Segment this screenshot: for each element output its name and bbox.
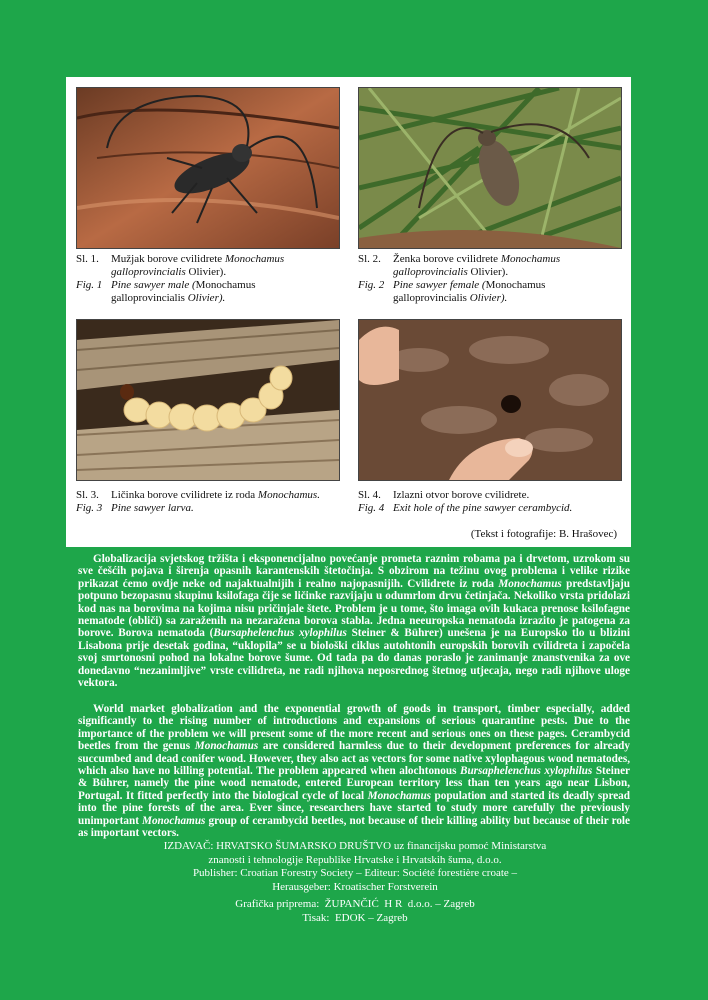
exit-hole-image	[359, 320, 621, 480]
caption-2-en-genus: Monochamus	[485, 279, 546, 291]
hr-species-1: Bursaphelenchus xylophilus	[213, 627, 347, 640]
photo-larva	[76, 319, 340, 481]
caption-3-hr-genus: Monochamus.	[257, 489, 320, 501]
photo-female-beetle	[358, 87, 622, 249]
caption-2-hr-author: Olivier).	[467, 266, 509, 278]
photo-credit: (Tekst i fotografije: B. Hrašovec)	[470, 528, 617, 540]
caption-1	[76, 253, 346, 305]
caption-1-en-author: Olivier).	[184, 292, 226, 304]
en-text-1: World market globalization and the exponential growth of goods in transport, timber especially, added significantly to the rising number of introductions and expansions of serious quarantine pests. Due to the importance of the problem we will present some of the more recent and serious ones on these pages. Cerambycid beetles from the genus	[78, 703, 630, 753]
en-genus-2: Monochamus	[367, 789, 432, 802]
caption-1-number: Sl. 1.	[76, 253, 99, 265]
photo-exit-hole	[358, 319, 622, 481]
larva-image	[77, 320, 339, 480]
caption-1-en-species: galloprovincialis	[111, 292, 185, 304]
paragraph-croatian	[78, 553, 630, 689]
en-text-4: population and started its deadly spread into the pine forests of the area. Ever since, researchers have started to study more carefully the previously unimportant	[78, 789, 630, 827]
hr-text-1: Globalizacija svjetskog tržišta i eksponencijalno povećanje prometa raznim robama pa i drvetom, uzrokom su sve češćih pojava i širenja opasnih karantenskih štetočinja. S obzirom na težinu ovog problema i velike rizike prikazat ćemo ovdje neke od najaktualnijih i realno najopasnijih. Cvilidrete iz roda	[78, 553, 630, 590]
caption-1-en: Pine sawyer male (	[111, 279, 196, 291]
caption-1-hr-species: galloprovincialis	[111, 266, 186, 278]
caption-1-hr-genus: Monochamus	[224, 253, 285, 265]
izdavac-line-1: IZDAVAČ: HRVATSKO ŠUMARSKO DRUŠTVO uz financijsku pomoć Ministarstva	[163, 840, 547, 852]
hr-genus-1: Monochamus	[498, 577, 562, 590]
en-text-2: are considered harmless due to their development preferences for already succumbed and dead conifer wood. However, they also act as vectors for some native xylophagous wood nematodes, which also have no killing potential. The problem appeared when alochtonous	[78, 740, 630, 778]
caption-2-en-species: galloprovincialis	[393, 292, 467, 304]
caption-4-fig: Fig. 4	[358, 502, 385, 514]
caption-3	[76, 489, 356, 515]
caption-2-en: Pine sawyer female (	[393, 279, 486, 291]
caption-2	[358, 253, 628, 305]
caption-2-fig: Fig. 2	[358, 279, 385, 291]
en-species-1: Bursaphelenchus xylophilus	[460, 765, 593, 778]
caption-4	[358, 489, 628, 515]
caption-2-hr: Ženka borove cvilidrete	[393, 253, 501, 265]
caption-4-en: Exit hole of the pine sawyer cerambycid.	[393, 502, 573, 514]
caption-4-hr: Izlazni otvor borove cvilidrete.	[393, 489, 530, 501]
en-text-3: Steiner & Bührer, namely the pine wood nematode, entered European territory less than ten years ago near Lisbon, Portugal. It fitted perfectly into the biological cycle of local	[78, 765, 630, 802]
caption-1-en-genus: Monochamus	[195, 279, 256, 291]
hr-text-3: Steiner & Bührer) unešena je na Europsko tlo u blizini Lisabona prije desetak godina, “uklopila” se u biološki ciklus autohtonih europskih borovih cvilidreta i započela svoj smrtonosni pohod na lokalne borove šume. Od tada pa do danas poraslo je zanimanje znanstvenika za ove donedavno “nezanimljive” vrste cvilidreta, ne radi njihova neposrednog štetnog utjecaja, nego radi njihove uloge vektora.	[78, 627, 630, 690]
publisher-footer	[120, 840, 590, 926]
caption-2-number: Sl. 2.	[358, 253, 381, 265]
caption-1-fig: Fig. 1	[76, 279, 103, 291]
graphic-prep-line: Grafička priprema: ŽUPANČIĆ H R d.o.o. – Zagreb	[235, 898, 475, 911]
caption-1-hr-author: Olivier).	[185, 266, 227, 278]
caption-3-hr: Ličinka borove cvilidrete iz roda	[111, 489, 258, 501]
photo-male-beetle	[76, 87, 340, 249]
en-genus-3: Monochamus	[142, 814, 206, 827]
en-genus-1: Monochamus	[194, 740, 259, 753]
publisher-line-2: Herausgeber: Kroatischer Forstverein	[272, 880, 438, 893]
hr-text-2: predstavljaju potpuno bezopasnu skupinu ksilofaga čije se ličinke razvijaju u odumrlom drvu četinjača. Nekoliko vrsta pridolazi kod nas na borovima na kojima nisu pričinjale štete. Problem je u tome, što imaga ovih kukaca prenose ksilofagne nematode (obliči) sa zaraženih na nezaražena borova stabla. Jedna neeuropska nematoda izrazito je patogena za borove. Borova nematoda (	[78, 577, 630, 640]
caption-3-fig: Fig. 3	[76, 502, 103, 514]
caption-4-number: Sl. 4.	[358, 489, 381, 501]
female-beetle-image	[359, 88, 621, 248]
caption-3-number: Sl. 3.	[76, 489, 99, 501]
izdavac-line-2: znanosti i tehnologije Republike Hrvatske i Hrvatskih šuma, d.o.o.	[208, 853, 502, 866]
caption-2-hr-species: galloprovincialis	[393, 266, 468, 278]
caption-2-en-author: Olivier).	[466, 292, 508, 304]
caption-3-en: Pine sawyer larva.	[111, 502, 194, 514]
figure-panel	[66, 77, 631, 547]
print-line: Tisak: EDOK – Zagreb	[302, 911, 408, 924]
en-text-5: group of cerambycid beetles, not because of their killing ability but because of their role as important vectors.	[78, 814, 631, 840]
publisher-line-1: Publisher: Croatian Forestry Society – Editeur: Société forestière croate –	[192, 867, 518, 880]
paragraph-english	[78, 703, 630, 839]
caption-2-hr-genus: Monochamus	[500, 253, 561, 265]
male-beetle-image	[77, 88, 339, 248]
caption-1-hr: Mužjak borove cvilidrete	[111, 253, 225, 265]
